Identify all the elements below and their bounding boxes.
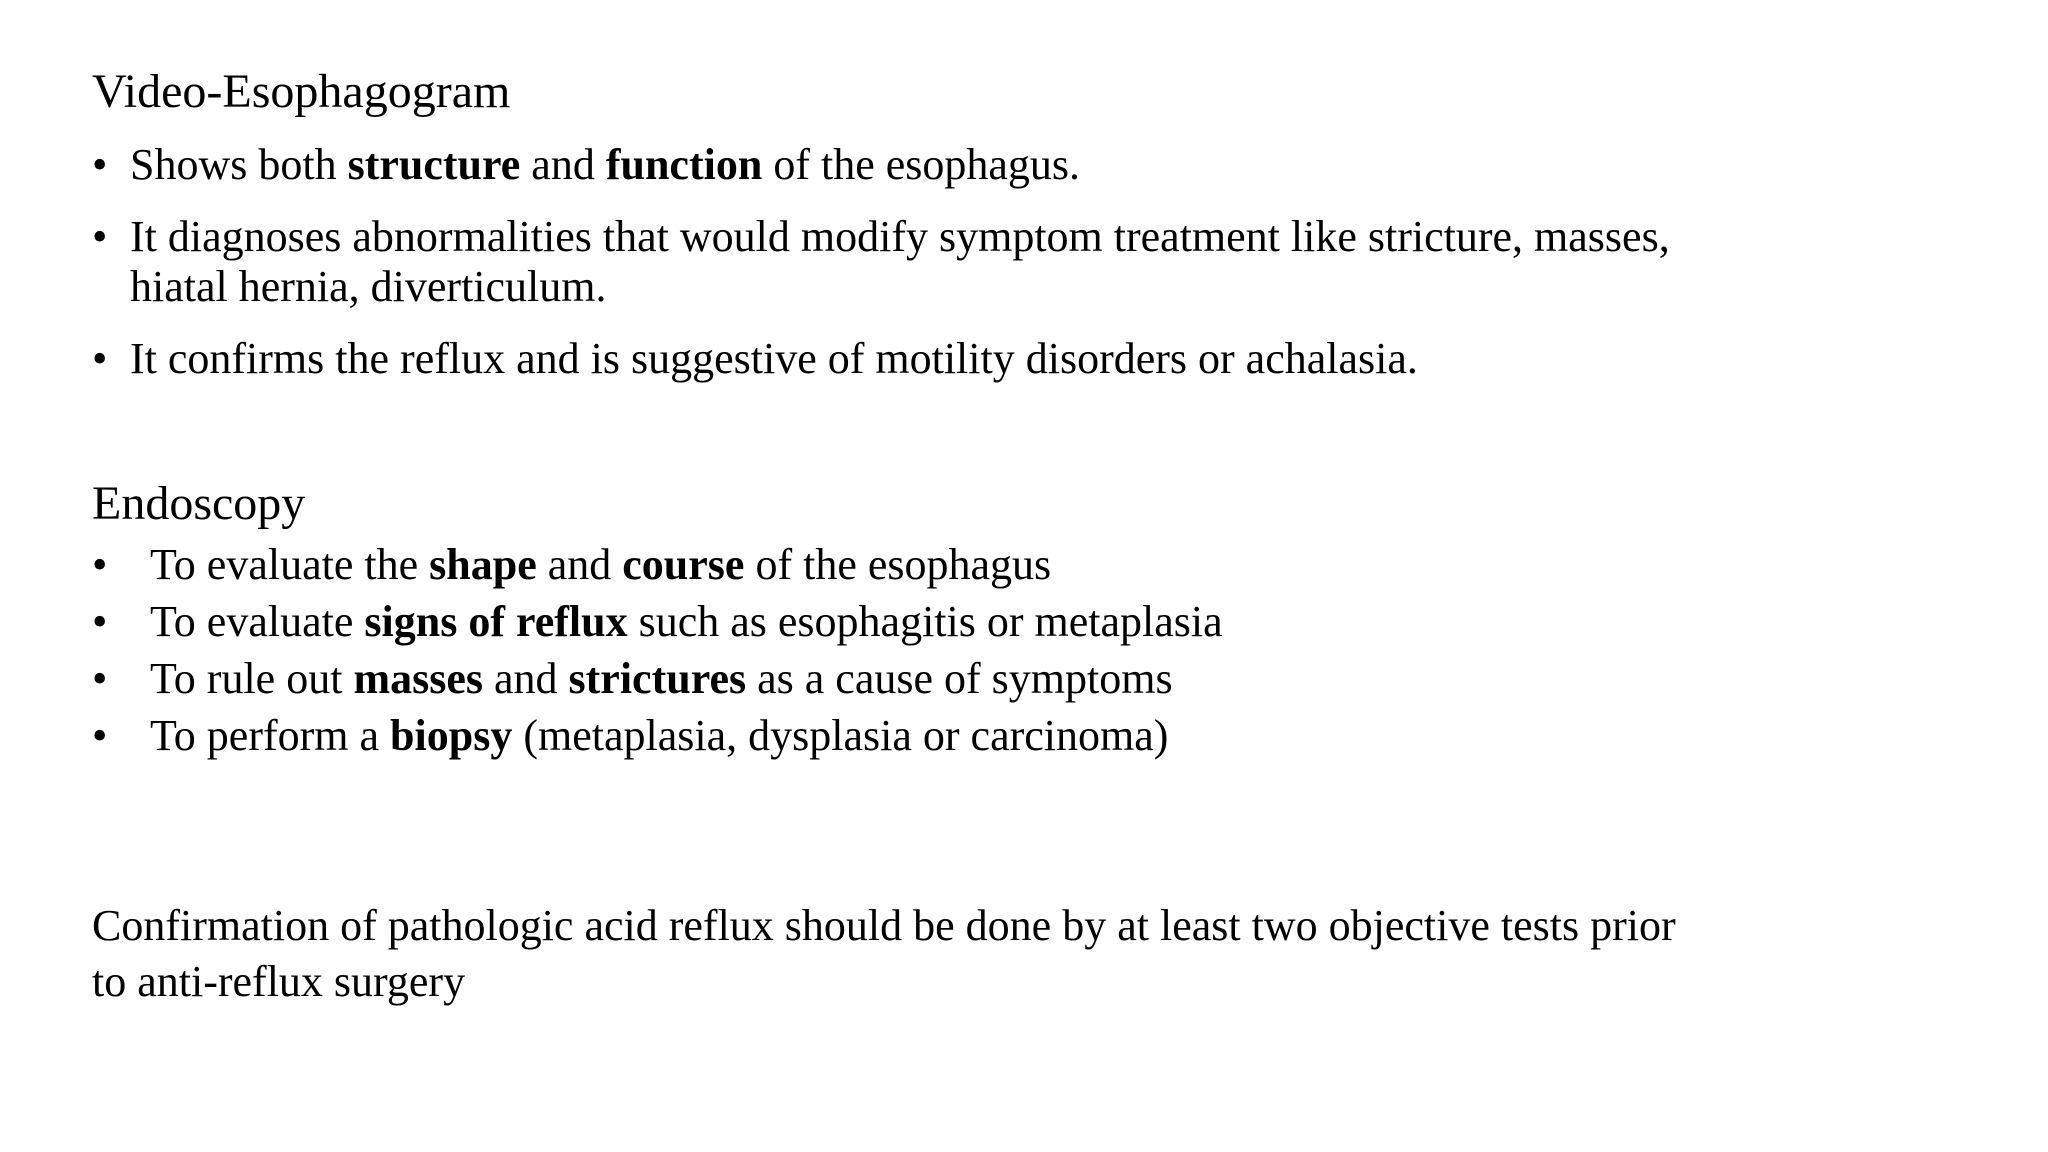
- list-item: [92, 650, 1223, 707]
- text-run: of the esophagus: [744, 540, 1052, 589]
- bullet: •: [92, 334, 108, 383]
- text-line: It diagnoses abnormalities that would modify symptom treatment like stricture, masses,: [130, 212, 1670, 261]
- text-line: to anti-reflux surgery: [92, 957, 466, 1006]
- list-item: [92, 536, 1223, 593]
- bold-term-biopsy: biopsy: [390, 711, 513, 760]
- bold-term-structure: structure: [347, 140, 521, 189]
- bold-term-shape: shape: [429, 540, 537, 589]
- list-item-text: [130, 212, 1852, 312]
- text-run: Shows both: [130, 140, 348, 189]
- list-item: [92, 593, 1223, 650]
- section-title-video-esophagogram: Video-Esophagogram: [92, 65, 511, 118]
- bullet: •: [92, 140, 108, 189]
- text-run: To evaluate the: [150, 540, 430, 589]
- text-run: of the esophagus.: [762, 140, 1081, 189]
- bold-term-signs-of-reflux: signs of reflux: [364, 597, 628, 646]
- bold-term-strictures: strictures: [568, 654, 747, 703]
- list-item-text: [130, 140, 1852, 190]
- video-esophagogram-list: [92, 140, 1852, 406]
- bold-term-masses: masses: [353, 654, 483, 703]
- section-title-endoscopy: Endoscopy: [92, 477, 306, 530]
- bullet: •: [92, 597, 108, 646]
- bold-term-course: course: [622, 540, 745, 589]
- list-item: [92, 140, 1852, 190]
- list-item: [92, 334, 1852, 384]
- endoscopy-list: [92, 536, 1223, 764]
- list-item-text: [130, 334, 1852, 384]
- list-item: [92, 707, 1223, 764]
- list-item: [92, 212, 1852, 312]
- bold-term-function: function: [605, 140, 763, 189]
- text-run: and: [536, 540, 623, 589]
- text-line: hiatal hernia, diverticulum.: [130, 262, 607, 311]
- bullet: •: [92, 540, 108, 589]
- bullet: •: [92, 711, 108, 760]
- text-run: To perform a: [150, 711, 391, 760]
- bullet: •: [92, 654, 108, 703]
- text-line: Confirmation of pathologic acid reflux should be done by at least two objective tests prior: [92, 901, 1676, 950]
- text-run: such as esophagitis or metaplasia: [627, 597, 1223, 646]
- text-run: and: [483, 654, 569, 703]
- text-run: To evaluate: [150, 597, 365, 646]
- text-line: It confirms the reflux and is suggestive of motility disorders or achalasia.: [130, 334, 1418, 383]
- bullet: •: [92, 212, 108, 261]
- text-run: To rule out: [150, 654, 354, 703]
- text-run: and: [520, 140, 606, 189]
- text-run: as a cause of symptoms: [746, 654, 1173, 703]
- conclusion-statement: [92, 898, 1676, 1010]
- text-run: (metaplasia, dysplasia or carcinoma): [512, 711, 1169, 760]
